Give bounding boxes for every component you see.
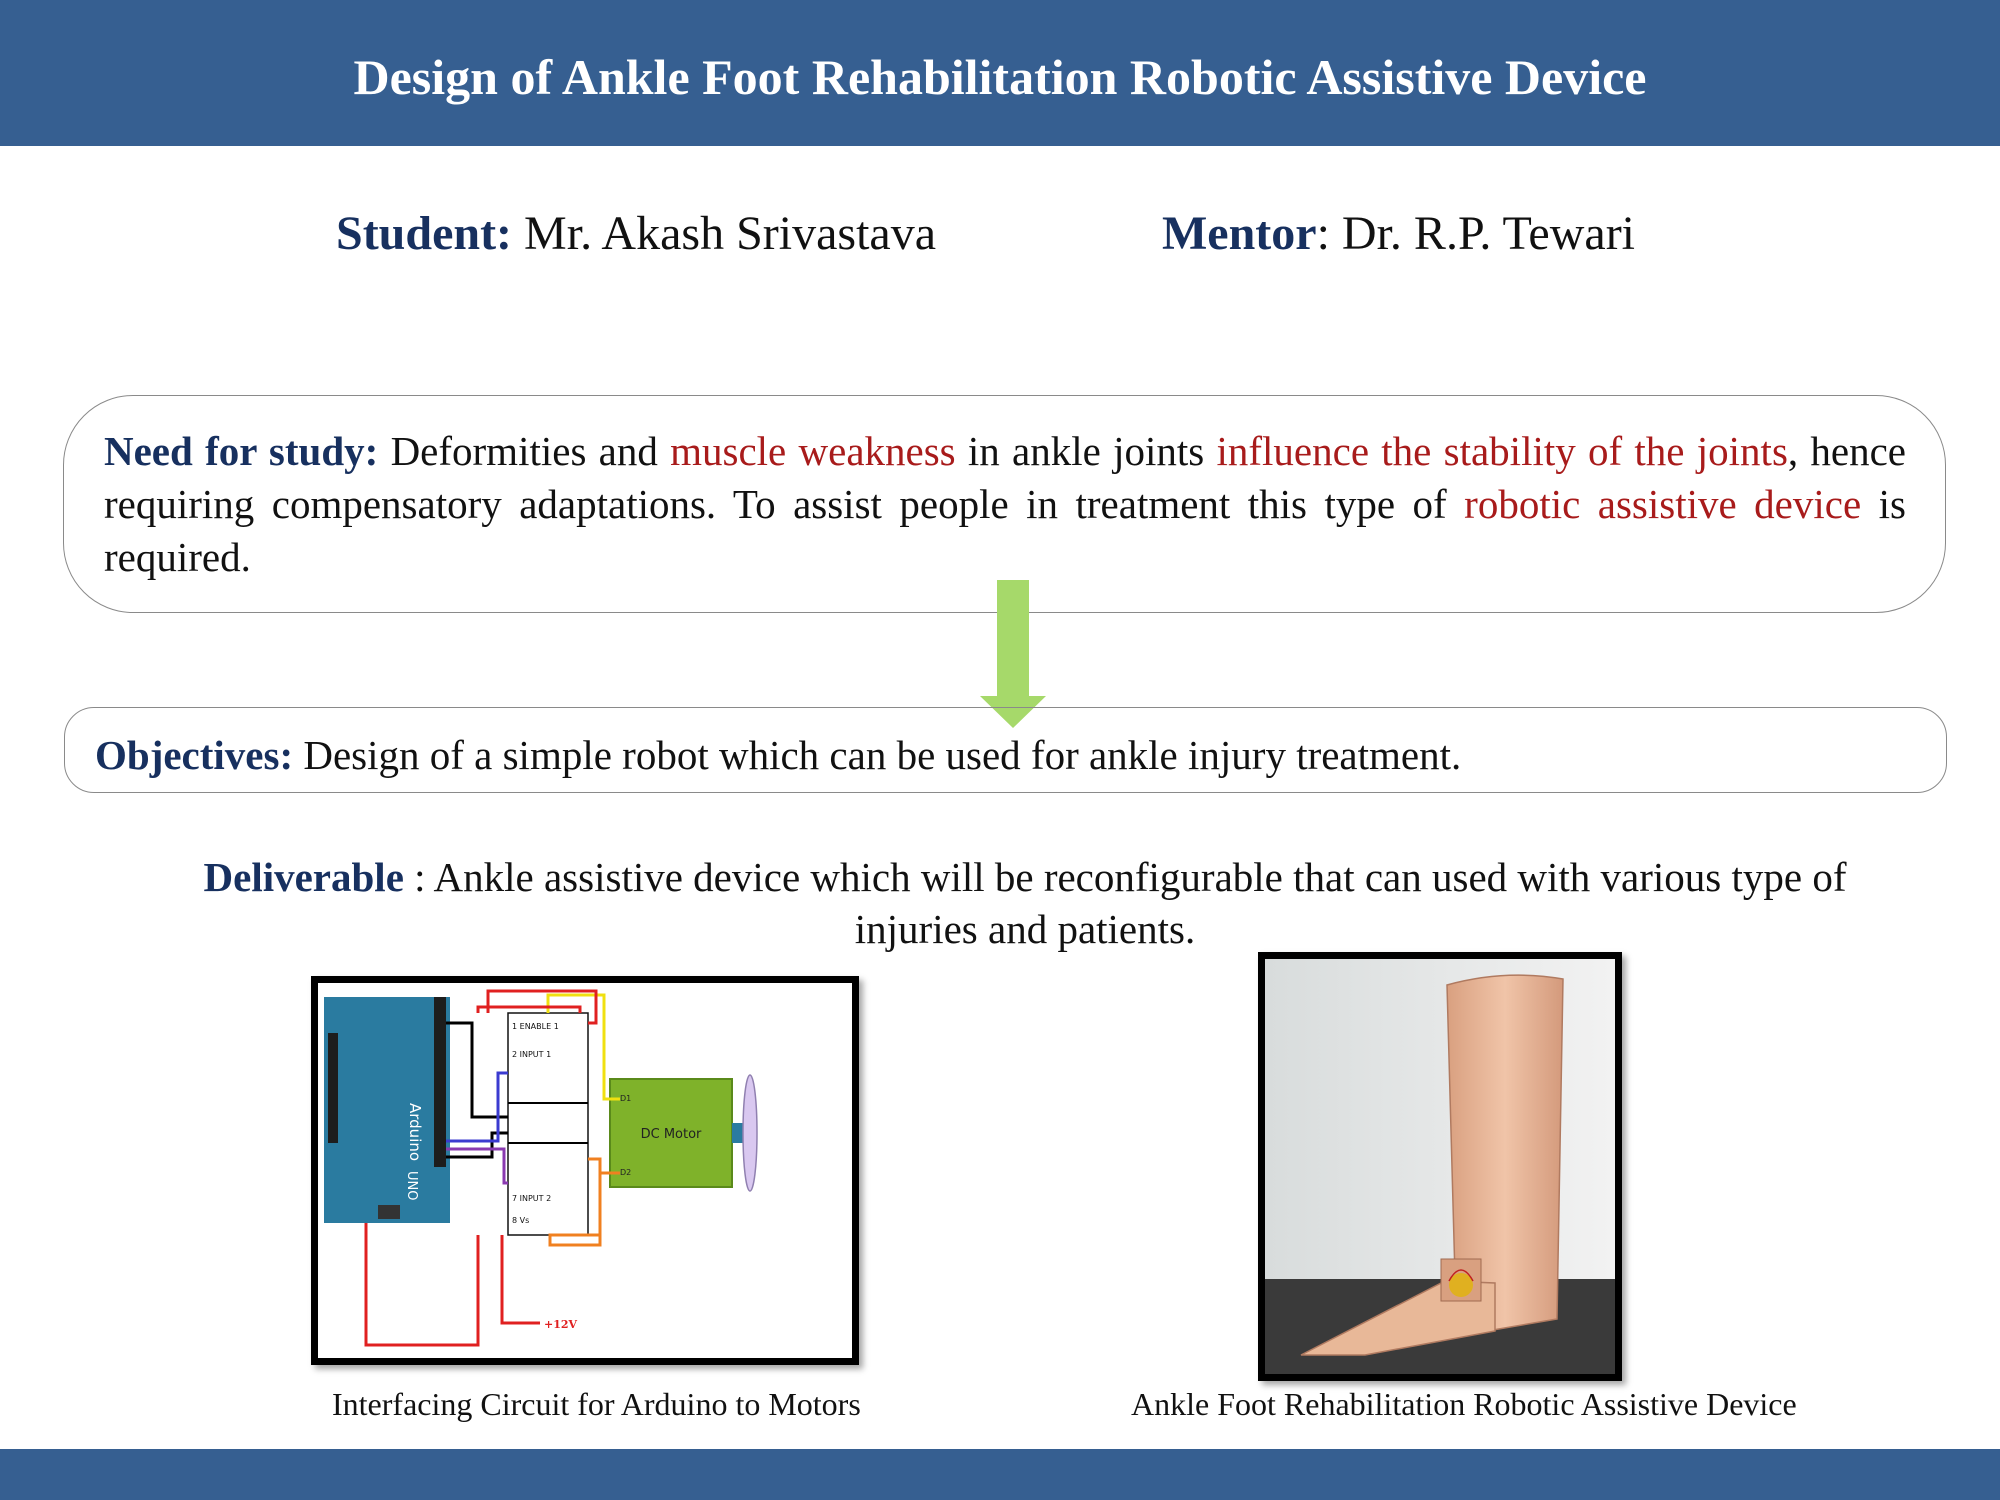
down-arrow-icon xyxy=(980,580,1046,728)
need-text-3: , hence requiring compensatory adaptations. To assist people in treatment this type of xyxy=(104,428,1907,527)
d1-label: D1 xyxy=(620,1094,632,1103)
mentor-line xyxy=(1162,206,1635,261)
arduino-label: Arduino xyxy=(406,1103,424,1162)
need-highlight-2: influence the stability of the joints xyxy=(1216,428,1788,474)
need-highlight-1: muscle weakness xyxy=(670,428,956,474)
student-label: Student: xyxy=(336,207,513,260)
objectives-label: Objectives: xyxy=(95,732,294,778)
need-text-1: Deformities and xyxy=(378,428,671,474)
pin-1-label: 1 ENABLE 1 xyxy=(512,1022,559,1031)
uno-label: UNO xyxy=(404,1171,419,1201)
deliverable-label: Deliverable xyxy=(203,854,404,900)
need-text-4: is required. xyxy=(104,481,1906,580)
pin-8-label: 8 Vs xyxy=(512,1216,530,1225)
deliverable-text xyxy=(150,851,1900,955)
d2-label: D2 xyxy=(620,1168,632,1177)
mentor-label: Mentor xyxy=(1162,207,1317,260)
pin-7-label: 7 INPUT 2 xyxy=(512,1194,552,1203)
objectives-body: Design of a simple robot which can be used for ankle injury treatment. xyxy=(293,732,1462,778)
ankle-device-illustration xyxy=(1265,959,1615,1374)
pin-2-label: 2 INPUT 1 xyxy=(512,1050,552,1059)
need-label: Need for study: xyxy=(104,428,379,474)
mentor-name: : Dr. R.P. Tewari xyxy=(1316,207,1636,260)
dc-motor-label: DC Motor xyxy=(640,1127,702,1142)
circuit-diagram xyxy=(318,983,852,1358)
objectives-text xyxy=(95,730,1461,780)
footer-bar xyxy=(0,1449,2000,1500)
device-caption: Ankle Foot Rehabilitation Robotic Assistive Device xyxy=(1131,1386,1797,1422)
arduino-board xyxy=(324,997,450,1223)
need-for-study-text xyxy=(104,425,1906,584)
voltage-label: +12V xyxy=(544,1318,578,1331)
device-photo xyxy=(1258,952,1622,1381)
page-title: Design of Ankle Foot Rehabilitation Robotic Assistive Device xyxy=(353,49,1647,105)
student-line xyxy=(336,206,936,261)
need-text-2: in ankle joints xyxy=(955,428,1217,474)
student-name: Mr. Akash Srivastava xyxy=(512,207,937,260)
circuit-caption: Interfacing Circuit for Arduino to Motors xyxy=(332,1386,861,1422)
need-highlight-3: robotic assistive device xyxy=(1464,481,1862,527)
circuit-figure xyxy=(311,976,859,1365)
deliverable-body: : Ankle assistive device which will be reconfigurable that can used with various type of injuries and patients. xyxy=(403,854,1847,952)
